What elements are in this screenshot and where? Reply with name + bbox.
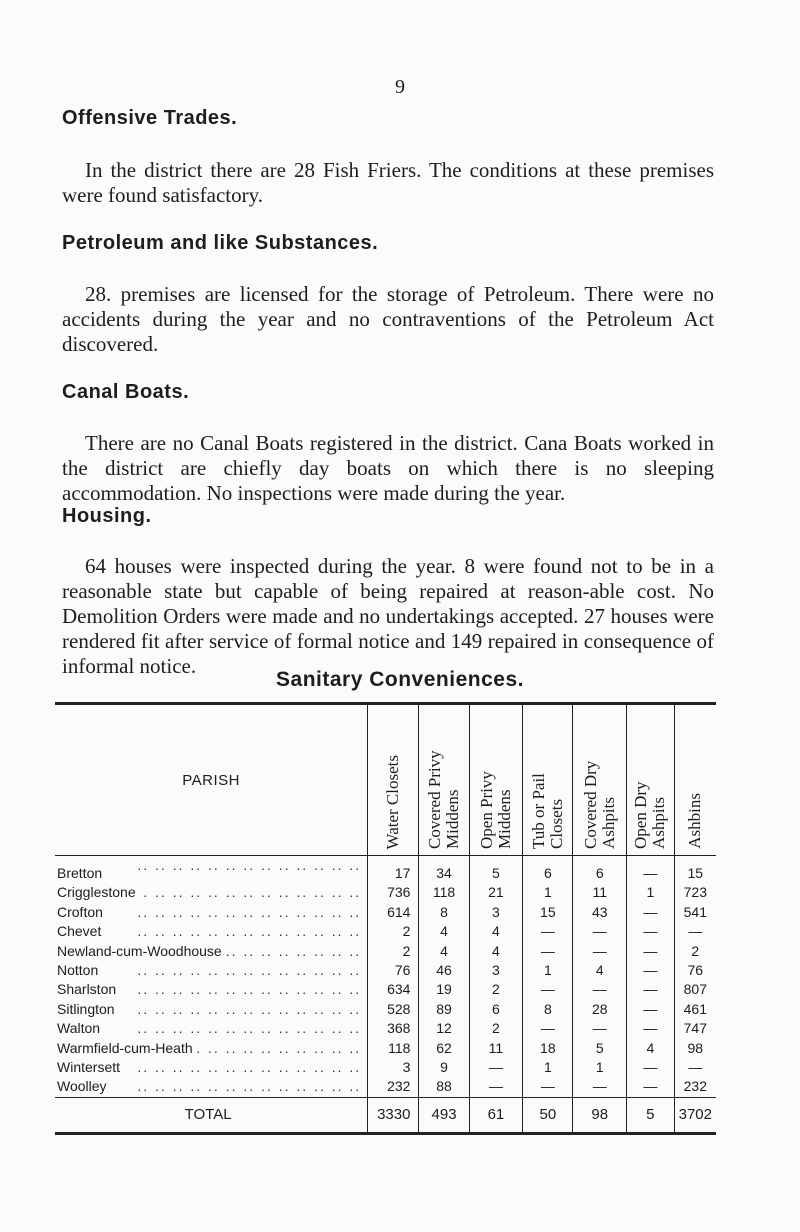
heading-offensive-trades: Offensive Trades. [62, 107, 238, 129]
paragraph-canal-boats: There are no Canal Boats registered in the district. Cana Boats worked in the district are chiefly day boats on which there is no sleeping accommodation. No inspections were made during the year. [62, 431, 714, 505]
ashbins-cell: 807 [674, 980, 716, 999]
open-privy-middens-cell: 3 [469, 961, 523, 980]
water-closets-cell: 614 [368, 903, 419, 922]
open-dry-ashpits-cell: 1 [627, 883, 675, 902]
open-privy-middens-cell: 6 [469, 1000, 523, 1019]
ashbins-cell: 747 [674, 1019, 716, 1038]
table-header-row [55, 704, 716, 856]
column-header-tub-or-pail-closets: Tub or Pail Closets [523, 704, 573, 856]
water-closets-cell: 634 [368, 980, 419, 999]
ashbins-cell: — [674, 1058, 716, 1077]
parish-cell: Sitlington .. .. [55, 1000, 368, 1019]
total-open-privy-middens: 61 [469, 1097, 523, 1133]
heading-canal-boats: Canal Boats. [62, 381, 190, 403]
covered-privy-middens-cell: 19 [419, 980, 469, 999]
paragraph-offensive-trades: In the district there are 28 Fish Friers. The conditions at these premises were found satisfactory. [62, 158, 714, 207]
parish-cell: Newland-cum-Woodhouse .. .. [55, 942, 368, 961]
covered-dry-ashpits-cell: — [573, 1077, 627, 1097]
column-header-open-dry-ashpits: Open Dry Ashpits [627, 704, 675, 856]
table-row [55, 922, 716, 941]
covered-privy-middens-cell: 9 [419, 1058, 469, 1077]
parish-cell: Crigglestone .. .. [55, 883, 368, 902]
covered-dry-ashpits-cell: — [573, 1019, 627, 1038]
tub-or-pail-closets-cell: 15 [523, 903, 573, 922]
tub-or-pail-closets-cell: 8 [523, 1000, 573, 1019]
tub-or-pail-closets-cell: — [523, 1077, 573, 1097]
total-ashbins: 3702 [674, 1097, 716, 1133]
parish-cell: Crofton .. .. [55, 903, 368, 922]
heading-petroleum: Petroleum and like Substances. [62, 232, 379, 254]
open-privy-middens-cell: 21 [469, 883, 523, 902]
open-privy-middens-cell: — [469, 1077, 523, 1097]
open-privy-middens-cell: 4 [469, 922, 523, 941]
parish-cell: Warmfield-cum-Heath .. .. [55, 1039, 368, 1058]
covered-dry-ashpits-cell: — [573, 922, 627, 941]
parish-cell: Chevet .. .. [55, 922, 368, 941]
tub-or-pail-closets-cell: 1 [523, 883, 573, 902]
total-row [55, 1097, 716, 1133]
ashbins-cell: — [674, 922, 716, 941]
table-row [55, 980, 716, 999]
column-header-water-closets: Water Closets [368, 704, 419, 856]
ashbins-cell: 98 [674, 1039, 716, 1058]
table-title: Sanitary Conveniences. [276, 668, 524, 691]
water-closets-cell: 17 [368, 856, 419, 884]
tub-or-pail-closets-cell: — [523, 922, 573, 941]
column-header-covered-dry-ashpits: Covered Dry Ashpits [573, 704, 627, 856]
total-open-dry-ashpits: 5 [627, 1097, 675, 1133]
heading-housing: Housing. [62, 505, 152, 527]
parish-cell: Notton .. .. [55, 961, 368, 980]
covered-dry-ashpits-cell: 5 [573, 1039, 627, 1058]
covered-privy-middens-cell: 12 [419, 1019, 469, 1038]
open-privy-middens-cell: 5 [469, 856, 523, 884]
tub-or-pail-closets-cell: — [523, 980, 573, 999]
tub-or-pail-closets-cell: — [523, 942, 573, 961]
covered-dry-ashpits-cell: 43 [573, 903, 627, 922]
open-privy-middens-cell: 4 [469, 942, 523, 961]
covered-privy-middens-cell: 4 [419, 942, 469, 961]
paragraph-petroleum: 28. premises are licensed for the storage of Petroleum. There were no accidents during the year and no contraventions of the Petroleum Act discovered. [62, 282, 714, 356]
covered-privy-middens-cell: 62 [419, 1039, 469, 1058]
table-row [55, 903, 716, 922]
water-closets-cell: 736 [368, 883, 419, 902]
open-privy-middens-cell: 2 [469, 980, 523, 999]
page-number: 9 [395, 76, 405, 98]
covered-privy-middens-cell: 46 [419, 961, 469, 980]
open-dry-ashpits-cell: — [627, 903, 675, 922]
covered-privy-middens-cell: 118 [419, 883, 469, 902]
tub-or-pail-closets-cell: 18 [523, 1039, 573, 1058]
open-privy-middens-cell: — [469, 1058, 523, 1077]
tub-or-pail-closets-cell: 1 [523, 961, 573, 980]
covered-privy-middens-cell: 34 [419, 856, 469, 884]
table-row [55, 961, 716, 980]
table-row [55, 1039, 716, 1058]
open-dry-ashpits-cell: — [627, 856, 675, 884]
column-header-ashbins: Ashbins [674, 704, 716, 856]
water-closets-cell: 118 [368, 1039, 419, 1058]
tub-or-pail-closets-cell: — [523, 1019, 573, 1038]
total-water-closets: 3330 [368, 1097, 419, 1133]
covered-dry-ashpits-cell: 4 [573, 961, 627, 980]
water-closets-cell: 2 [368, 922, 419, 941]
table-row [55, 856, 716, 884]
water-closets-cell: 76 [368, 961, 419, 980]
parish-cell: Bretton .. .. [55, 856, 368, 884]
ashbins-cell: 2 [674, 942, 716, 961]
parish-cell: Woolley .. .. [55, 1077, 368, 1097]
tub-or-pail-closets-cell: 6 [523, 856, 573, 884]
table-row [55, 942, 716, 961]
ashbins-cell: 76 [674, 961, 716, 980]
ashbins-cell: 723 [674, 883, 716, 902]
column-header-covered-privy-middens: Covered Privy Middens [419, 704, 469, 856]
table-row [55, 1019, 716, 1038]
covered-dry-ashpits-cell: 1 [573, 1058, 627, 1077]
table-row [55, 1058, 716, 1077]
covered-dry-ashpits-cell: — [573, 942, 627, 961]
covered-privy-middens-cell: 88 [419, 1077, 469, 1097]
water-closets-cell: 232 [368, 1077, 419, 1097]
covered-dry-ashpits-cell: 28 [573, 1000, 627, 1019]
open-privy-middens-cell: 11 [469, 1039, 523, 1058]
covered-privy-middens-cell: 8 [419, 903, 469, 922]
water-closets-cell: 528 [368, 1000, 419, 1019]
total-tub-or-pail-closets: 50 [523, 1097, 573, 1133]
column-header-open-privy-middens: Open Privy Middens [469, 704, 523, 856]
covered-dry-ashpits-cell: 6 [573, 856, 627, 884]
water-closets-cell: 2 [368, 942, 419, 961]
parish-cell: Walton .. .. [55, 1019, 368, 1038]
open-dry-ashpits-cell: — [627, 1000, 675, 1019]
parish-cell: Wintersett .. .. [55, 1058, 368, 1077]
open-dry-ashpits-cell: — [627, 922, 675, 941]
open-dry-ashpits-cell: 4 [627, 1039, 675, 1058]
covered-dry-ashpits-cell: — [573, 980, 627, 999]
parish-cell: Sharlston .. .. [55, 980, 368, 999]
covered-dry-ashpits-cell: 11 [573, 883, 627, 902]
water-closets-cell: 3 [368, 1058, 419, 1077]
water-closets-cell: 368 [368, 1019, 419, 1038]
ashbins-cell: 541 [674, 903, 716, 922]
open-dry-ashpits-cell: — [627, 942, 675, 961]
open-privy-middens-cell: 2 [469, 1019, 523, 1038]
column-header-parish: PARISH [55, 704, 368, 856]
total-covered-privy-middens: 493 [419, 1097, 469, 1133]
open-dry-ashpits-cell: — [627, 1019, 675, 1038]
covered-privy-middens-cell: 89 [419, 1000, 469, 1019]
open-dry-ashpits-cell: — [627, 961, 675, 980]
open-dry-ashpits-cell: — [627, 980, 675, 999]
sanitary-conveniences-table [55, 702, 716, 1135]
tub-or-pail-closets-cell: 1 [523, 1058, 573, 1077]
table-row [55, 1077, 716, 1097]
table-row [55, 1000, 716, 1019]
open-dry-ashpits-cell: — [627, 1077, 675, 1097]
open-dry-ashpits-cell: — [627, 1058, 675, 1077]
open-privy-middens-cell: 3 [469, 903, 523, 922]
covered-privy-middens-cell: 4 [419, 922, 469, 941]
total-label: TOTAL [55, 1097, 368, 1133]
ashbins-cell: 232 [674, 1077, 716, 1097]
ashbins-cell: 461 [674, 1000, 716, 1019]
table-row [55, 883, 716, 902]
total-covered-dry-ashpits: 98 [573, 1097, 627, 1133]
ashbins-cell: 15 [674, 856, 716, 884]
paragraph-housing: 64 houses were inspected during the year. 8 were found not to be in a reasonable state but capable of being repaired at reason-able cost. No Demolition Orders were made and no undertakings accepted. 27 houses were rendered fit after service of formal notice and 149 repaired in consequence of informal notice. [62, 554, 714, 678]
